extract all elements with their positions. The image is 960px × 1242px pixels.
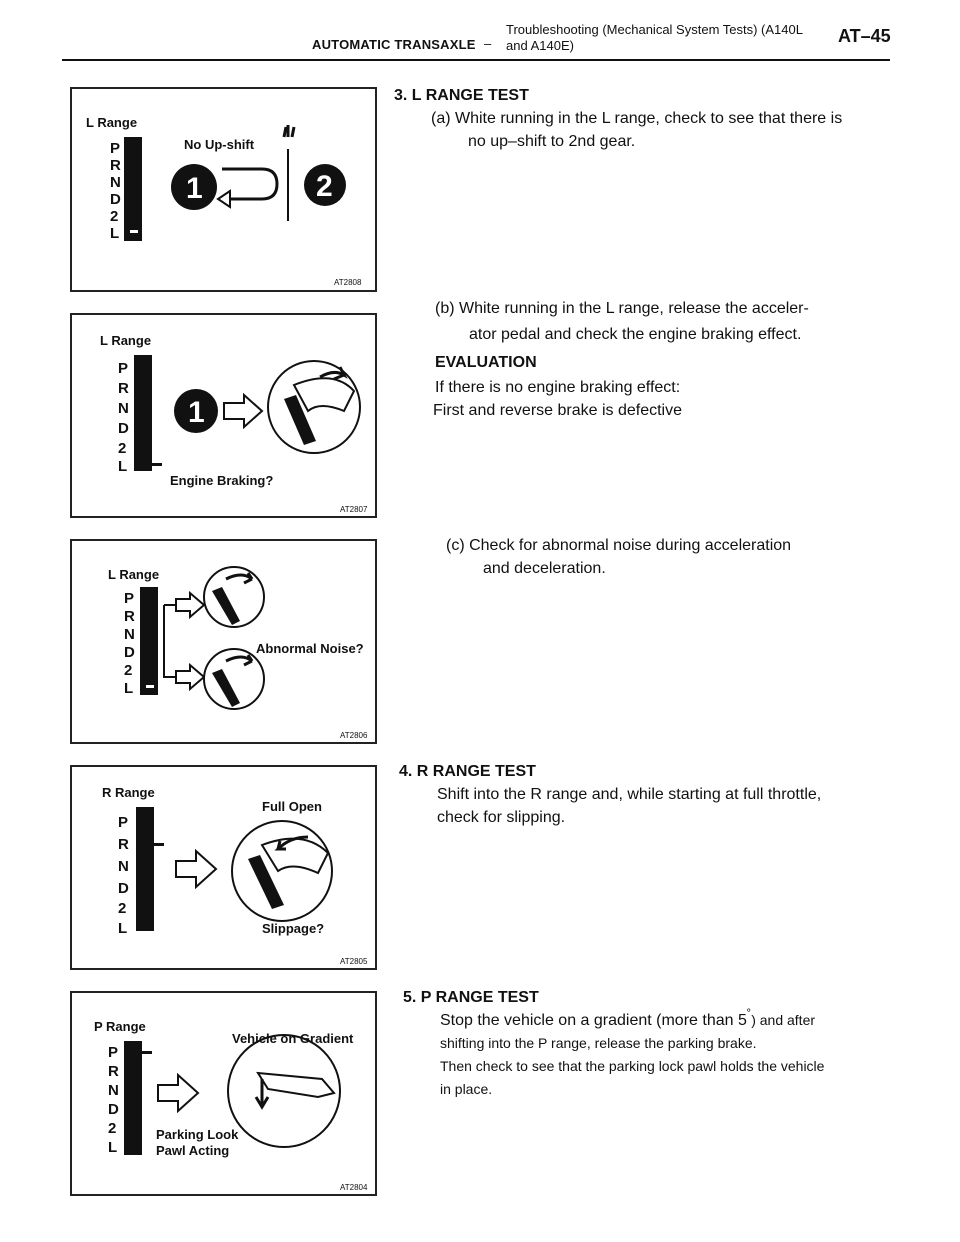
figure-annotation-bottom-2: Pawl Acting: [156, 1143, 230, 1158]
gear-letter: N: [124, 626, 135, 643]
gear-letter: N: [118, 858, 129, 875]
gear-marker: [154, 843, 164, 846]
gear-indicator-bar: [136, 807, 154, 931]
figure-range-label: L Range: [100, 333, 152, 348]
gear-indicator-bar: [134, 355, 152, 471]
step-a-line1: (a) White running in the L range, check to see that there is: [431, 110, 843, 127]
l-range-step-c: [446, 534, 791, 580]
figure-code: AT2805: [340, 957, 368, 966]
figure-p-range: [70, 991, 377, 1196]
gear-letter: N: [110, 174, 121, 191]
gear-indicator-bar: [140, 587, 158, 695]
p-range-line2: shifting into the P range, release the parking brake.: [440, 1035, 757, 1051]
p-range-line1-main: Stop the vehicle on a gradient (more than 5: [440, 1012, 747, 1029]
evaluation-line2: First and reverse brake is defective: [433, 402, 682, 419]
no-shift-mark-icon: [284, 125, 294, 137]
gear-letter: D: [118, 880, 129, 897]
figure-code: AT2806: [340, 731, 368, 740]
gear-letter: L: [124, 680, 134, 697]
gear-letter: P: [108, 1044, 119, 1061]
gear-letter: 2: [110, 208, 119, 225]
right-arrow-icon: [176, 593, 204, 617]
gear-indicator-bar: [124, 137, 142, 241]
p-range-line1: [403, 1009, 824, 1032]
p-range-line1-small: ) and after: [751, 1012, 816, 1028]
section-title: 4. R RANGE TEST: [399, 763, 536, 780]
gear-letter: D: [118, 420, 129, 437]
p-range-line4: in place.: [440, 1081, 493, 1097]
gear-number: 1: [188, 396, 205, 429]
gear-indicator-bar: [124, 1041, 142, 1155]
gear-letter: N: [108, 1082, 119, 1099]
step-b-line2: ator pedal and check the engine braking effect.: [469, 326, 802, 343]
l-range-step-b: [435, 296, 809, 422]
gear-letter: P: [124, 590, 135, 607]
header-rule: [62, 59, 890, 61]
gear-letter: L: [108, 1139, 118, 1156]
gear-marker: [142, 1051, 152, 1054]
step-b-line1: (b) White running in the L range, release the acceler-: [435, 300, 809, 317]
r-range-test-section: [399, 760, 821, 829]
step-c-line2: and deceleration.: [483, 560, 606, 577]
gear-letters: [124, 590, 135, 697]
right-arrow-icon: [224, 395, 262, 427]
right-arrow-icon: [158, 1075, 198, 1111]
gear-letter: P: [118, 814, 129, 831]
gear-number: 2: [316, 170, 333, 203]
header-section: AUTOMATIC TRANSAXLE: [312, 37, 476, 52]
evaluation-line1: If there is no engine braking effect:: [435, 379, 681, 396]
r-range-line2: check for slipping.: [437, 809, 566, 826]
gear-letter: R: [124, 608, 135, 625]
p-range-test-section: [403, 986, 824, 1101]
gear-letter: 2: [118, 900, 127, 917]
arrow-head-icon: [218, 191, 230, 207]
gear-letters: [118, 360, 129, 475]
step-c-line1: (c) Check for abnormal noise during acceleration: [446, 537, 792, 554]
gear-marker: [152, 463, 162, 466]
figure-annotation: Abnormal Noise?: [256, 641, 364, 656]
figure-code: AT2808: [334, 278, 362, 287]
gear-letter: N: [118, 400, 129, 417]
gear-letter: R: [118, 380, 129, 397]
gear-letter: D: [108, 1101, 119, 1118]
gear-letter: L: [118, 458, 128, 475]
right-arrow-icon: [176, 851, 216, 887]
figure-annotation-top: Vehicle on Gradient: [232, 1031, 354, 1046]
gear-letter: D: [124, 644, 135, 661]
figure-l-range-abnormal-noise: [70, 539, 377, 744]
page-number: AT–45: [838, 26, 891, 46]
gear-letter: R: [110, 157, 121, 174]
gear-letters: [108, 1044, 119, 1156]
figure-annotation-bottom-1: Parking Look: [156, 1127, 239, 1142]
header-title: Troubleshooting (Mechanical System Tests) (A140L and A140E): [506, 22, 803, 53]
figure-l-range-engine-braking: [70, 313, 377, 518]
evaluation-title: EVALUATION: [435, 354, 537, 371]
gear-number: 1: [186, 172, 203, 205]
l-range-test-section: [394, 84, 842, 153]
figure-annotation: No Up-shift: [184, 137, 255, 152]
gear-marker: [146, 685, 154, 688]
degree-symbol: ˚: [746, 1007, 752, 1022]
figure-annotation-top: Full Open: [262, 799, 322, 814]
gear-letters: [110, 140, 121, 242]
section-title: 3. L RANGE TEST: [394, 87, 529, 104]
right-arrow-icon: [176, 665, 204, 689]
step-a-line2: no up–shift to 2nd gear.: [468, 133, 636, 150]
figure-range-label: L Range: [86, 115, 138, 130]
figure-range-label: L Range: [108, 567, 160, 582]
figure-range-label: P Range: [94, 1019, 146, 1034]
gear-letter: 2: [108, 1120, 117, 1137]
figure-r-range: [70, 765, 377, 970]
gear-letter: R: [118, 836, 129, 853]
gear-letter: 2: [118, 440, 127, 457]
bracket-line: [164, 605, 176, 677]
figure-annotation-bottom: Slippage?: [262, 921, 325, 936]
section-title: 5. P RANGE TEST: [403, 989, 539, 1006]
r-range-line1: Shift into the R range and, while starting at full throttle,: [437, 786, 822, 803]
gear-letters: [118, 814, 129, 937]
gear-marker: [130, 230, 138, 233]
p-range-line3: Then check to see that the parking lock pawl holds the vehicle: [440, 1058, 825, 1074]
gear-letter: L: [110, 225, 120, 242]
figure-code: AT2804: [340, 1183, 368, 1192]
figure-range-label: R Range: [102, 785, 155, 800]
gear-letter: 2: [124, 662, 133, 679]
pedal-inset: [232, 821, 332, 921]
gear-letter: P: [110, 140, 121, 157]
figure-code: AT2807: [340, 505, 368, 514]
header-dash: –: [484, 36, 492, 51]
gear-letter: P: [118, 360, 129, 377]
gear-letter: R: [108, 1063, 119, 1080]
gear-letter: D: [110, 191, 121, 208]
figure-annotation: Engine Braking?: [170, 473, 274, 488]
figure-l-range-no-upshift: [70, 87, 377, 292]
gear-letter: L: [118, 920, 128, 937]
